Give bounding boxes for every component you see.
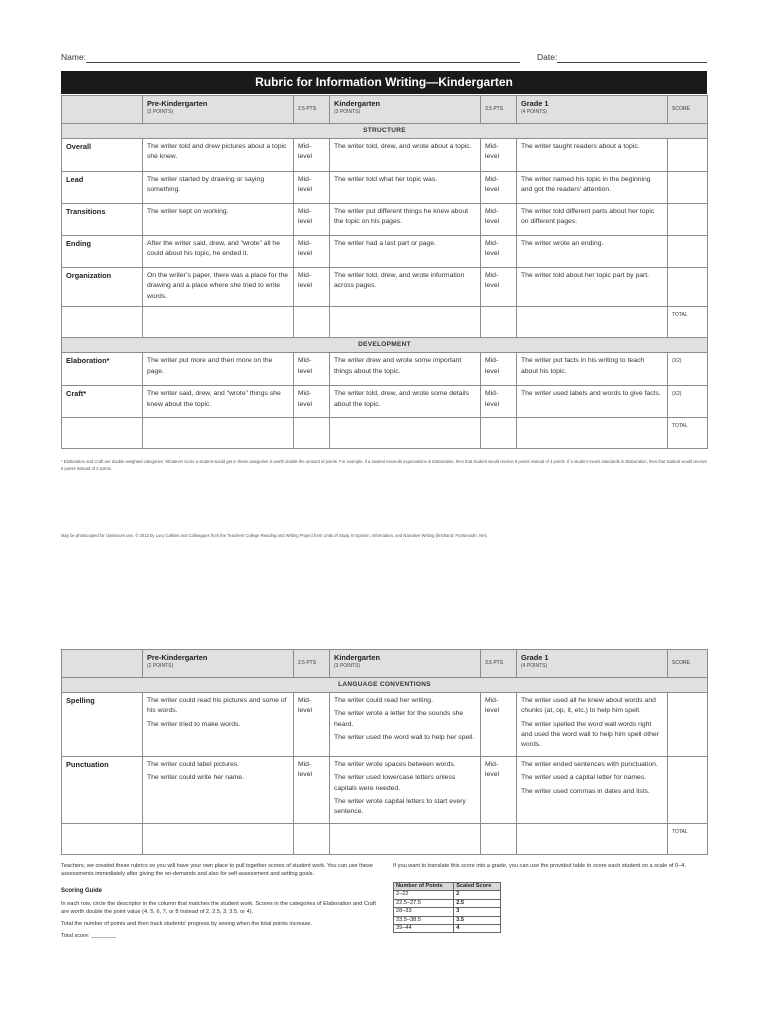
rubric-table <box>61 95 708 449</box>
table-row <box>62 204 708 236</box>
total-cell[interactable]: TOTAL <box>668 824 708 855</box>
empty-cell <box>62 824 143 855</box>
mid-level-cell[interactable]: Mid-level <box>481 757 517 824</box>
table-row <box>62 139 708 172</box>
empty-cell <box>517 824 668 855</box>
section-development: DEVELOPMENT <box>62 338 708 353</box>
teacher-note: Teachers, we created these rubrics so you will have your own place to pull together scores of student work. You can use these assessments immediately after giving the on-demands and also for self-assessment and setting goals. <box>61 863 373 878</box>
empty-cell <box>517 307 668 338</box>
empty-cell <box>330 418 481 449</box>
mid-level-cell[interactable]: Mid-level <box>481 204 517 236</box>
grade-1-cell[interactable]: The writer used all he knew about words and chunks (at, op, it, etc.) to help him spell. The writer spelled the word wall words right and used the word wall to help him spell other words. <box>517 693 668 757</box>
mid-level-cell[interactable]: Mid-level <box>481 236 517 268</box>
pre-k-cell[interactable]: On the writer’s paper, there was a place for the drawing and a place where she tried to write words. <box>143 268 294 307</box>
date-label: Date: <box>537 52 558 62</box>
pre-k-cell[interactable]: The writer could label pictures. The writer could write her name. <box>143 757 294 824</box>
score-cell[interactable]: (X2) <box>668 386 708 418</box>
mid-level-cell[interactable]: Mid-level <box>294 353 330 386</box>
mid-level-cell[interactable]: Mid-level <box>294 236 330 268</box>
grade-1-cell[interactable]: The writer named his topic in the beginning and got the readers’ attention. <box>517 172 668 204</box>
mid-level-cell[interactable]: Mid-level <box>481 353 517 386</box>
table-row <box>62 172 708 204</box>
empty-cell <box>481 307 517 338</box>
table-row <box>62 236 708 268</box>
row-label: Punctuation <box>62 757 143 824</box>
kindergarten-cell[interactable]: The writer put different things he knew about the topic on his pages. <box>330 204 481 236</box>
table-row <box>394 916 501 924</box>
pre-k-header: Pre-Kindergarten (2 POINTS) <box>143 650 294 678</box>
column-header-row <box>62 650 708 678</box>
grade-1-cell[interactable]: The writer wrote an ending. <box>517 236 668 268</box>
kindergarten-cell[interactable]: The writer could read her writing. The writer wrote a letter for the sounds she heard. The writer used the word wall to help her spell. <box>330 693 481 757</box>
total-row <box>62 418 708 449</box>
mid-pts-header: 2.5 PTS <box>294 650 330 678</box>
points-cell: 2–22 <box>394 891 454 899</box>
empty-cell <box>62 418 143 449</box>
table-row <box>62 693 708 757</box>
kindergarten-cell[interactable]: The writer told, drew, and wrote information across pages. <box>330 268 481 307</box>
mid-pts-header: 3.5 PTS <box>481 650 517 678</box>
row-label: Lead <box>62 172 143 204</box>
row-label: Overall <box>62 139 143 172</box>
empty-cell <box>143 418 294 449</box>
total-cell[interactable]: TOTAL <box>668 307 708 338</box>
pre-k-cell[interactable]: The writer started by drawing or saying something. <box>143 172 294 204</box>
score-cell[interactable] <box>668 172 708 204</box>
row-label: Ending <box>62 236 143 268</box>
kindergarten-cell[interactable]: The writer told, drew, and wrote about a topic. <box>330 139 481 172</box>
footnote: * Elaboration and Craft are double-weighted categories: Whatever score a student would get in these categories is worth double the amount of points. For example, if a student exceeds expectations in Elaboration, then that student would receive 8 points instead of 4 points. If a student meets standards in Elaboration, then that student would receive 6 points instead of 3 points. <box>61 459 707 471</box>
empty-cell <box>481 418 517 449</box>
empty-cell <box>330 307 481 338</box>
empty-cell <box>517 418 668 449</box>
pre-k-cell[interactable]: The writer told and drew pictures about a topic she knew. <box>143 139 294 172</box>
pre-k-cell[interactable]: The writer said, drew, and “wrote” things she knew about the topic. <box>143 386 294 418</box>
blank-header-cell <box>62 650 143 678</box>
empty-cell <box>481 824 517 855</box>
section-structure: STRUCTURE <box>62 124 708 139</box>
scaled-cell: 2 <box>454 891 501 899</box>
scaled-cell: 2.5 <box>454 899 501 907</box>
score-cell[interactable] <box>668 757 708 824</box>
row-label: Elaboration* <box>62 353 143 386</box>
table-row <box>62 268 708 307</box>
kindergarten-header: Kindergarten (3 POINTS) <box>330 650 481 678</box>
empty-cell <box>62 307 143 338</box>
grade-1-cell[interactable]: The writer ended sentences with punctuation. The writer used a capital letter for names. The writer used commas in dates and lists. <box>517 757 668 824</box>
date-field[interactable] <box>557 62 707 63</box>
score-cell[interactable] <box>668 236 708 268</box>
table-row <box>62 353 708 386</box>
score-cell[interactable] <box>668 139 708 172</box>
kindergarten-cell[interactable]: The writer told, drew, and wrote some details about the topic. <box>330 386 481 418</box>
grade-1-cell[interactable]: The writer told about her topic part by part. <box>517 268 668 307</box>
points-cell: 22.5–27.5 <box>394 899 454 907</box>
column-header-row <box>62 96 708 124</box>
mid-pts-header: 2.5 PTS <box>294 96 330 124</box>
table-row <box>394 891 501 899</box>
scoring-guide-title: Scoring Guide <box>61 888 103 894</box>
score-header: SCORE <box>668 96 708 124</box>
mid-level-cell[interactable]: Mid-level <box>294 204 330 236</box>
pre-k-cell[interactable]: The writer put more and then more on the page. <box>143 353 294 386</box>
kindergarten-header: Kindergarten (3 POINTS) <box>330 96 481 124</box>
name-field[interactable] <box>86 62 520 63</box>
score-cell[interactable] <box>668 268 708 307</box>
table-row <box>62 757 708 824</box>
score-cell[interactable]: (X2) <box>668 353 708 386</box>
empty-cell <box>294 418 330 449</box>
grade-1-header: Grade 1 (4 POINTS) <box>517 96 668 124</box>
kindergarten-cell[interactable]: The writer had a last part or page. <box>330 236 481 268</box>
kindergarten-cell[interactable]: The writer wrote spaces between words. The writer used lowercase letters unless capitals were needed. The writer wrote capital letters to start every sentence. <box>330 757 481 824</box>
score-header: SCORE <box>668 650 708 678</box>
points-cell: 39–44 <box>394 925 454 933</box>
empty-cell <box>143 307 294 338</box>
table-row <box>394 908 501 916</box>
mid-level-cell[interactable]: Mid-level <box>481 172 517 204</box>
name-label: Name: <box>61 52 87 62</box>
table-row <box>62 386 708 418</box>
scaled-cell: 4 <box>454 925 501 933</box>
section-language-conventions: LANGUAGE CONVENTIONS <box>62 678 708 693</box>
scoring-guide-text-2: Total the number of points and then track students’ progress by seeing when the total points increase. <box>61 921 313 927</box>
empty-cell <box>294 307 330 338</box>
pre-k-header: Pre-Kindergarten (2 POINTS) <box>143 96 294 124</box>
points-header: Number of Points <box>394 883 454 891</box>
total-cell[interactable]: TOTAL <box>668 418 708 449</box>
total-row <box>62 307 708 338</box>
empty-cell <box>143 824 294 855</box>
score-cell[interactable] <box>668 204 708 236</box>
points-cell: 33.5–38.5 <box>394 916 454 924</box>
mid-level-cell[interactable]: Mid-level <box>294 693 330 757</box>
mid-level-cell[interactable]: Mid-level <box>294 139 330 172</box>
mid-level-cell[interactable]: Mid-level <box>294 172 330 204</box>
mid-level-cell[interactable]: Mid-level <box>481 693 517 757</box>
total-row <box>62 824 708 855</box>
table-row <box>394 899 501 907</box>
language-conventions-table <box>61 649 708 855</box>
translate-note: If you want to translate this score into a grade, you can use the provided table to score each student on a scale of 0–4. <box>393 863 686 869</box>
mid-level-cell[interactable]: Mid-level <box>481 139 517 172</box>
pre-k-cell[interactable]: The writer kept on working. <box>143 204 294 236</box>
kindergarten-cell[interactable]: The writer drew and wrote some important things about the topic. <box>330 353 481 386</box>
row-label: Transitions <box>62 204 143 236</box>
row-label: Spelling <box>62 693 143 757</box>
blank-header-cell <box>62 96 143 124</box>
empty-cell <box>330 824 481 855</box>
scaled-cell: 3.5 <box>454 916 501 924</box>
mid-level-cell[interactable]: Mid-level <box>481 386 517 418</box>
points-cell: 28–33 <box>394 908 454 916</box>
grade-1-cell[interactable]: The writer taught readers about a topic. <box>517 139 668 172</box>
pre-k-cell[interactable]: After the writer said, drew, and “wrote” all he could about his topic, he ended it. <box>143 236 294 268</box>
copyright-note: May be photocopied for classroom use. © 2013 by Lucy Calkins and Colleagues from the Teachers College Reading and Writing Project from Units of Study in Opinion, Information, and Narrative Writing (firsthand: Portsmouth, NH). <box>61 533 488 538</box>
grade-1-header: Grade 1 (4 POINTS) <box>517 650 668 678</box>
mid-level-cell[interactable]: Mid-level <box>294 268 330 307</box>
total-score-line[interactable]: Total score: ________ <box>61 933 117 939</box>
row-label: Craft* <box>62 386 143 418</box>
mid-level-cell[interactable]: Mid-level <box>294 757 330 824</box>
scaled-score-table <box>393 882 501 933</box>
table-header-row <box>394 883 501 891</box>
mid-level-cell[interactable]: Mid-level <box>294 386 330 418</box>
kindergarten-cell[interactable]: The writer told what her topic was. <box>330 172 481 204</box>
grade-1-cell[interactable]: The writer put facts in his writing to teach about his topic. <box>517 353 668 386</box>
mid-level-cell[interactable]: Mid-level <box>481 268 517 307</box>
scaled-header: Scaled Score <box>454 883 501 891</box>
scoring-guide-text: In each row, circle the descriptor in the column that matches the student work. Scores in the categories of Elaboration and Craft are worth double the point value (4, 5, 6, 7, or 8 instead of 2, 2.5, 3, 3.5, or 4). <box>61 901 376 916</box>
grade-1-cell[interactable]: The writer used labels and words to give facts. <box>517 386 668 418</box>
table-row <box>394 925 501 933</box>
mid-pts-header: 3.5 PTS <box>481 96 517 124</box>
row-label: Organization <box>62 268 143 307</box>
score-cell[interactable] <box>668 693 708 757</box>
pre-k-cell[interactable]: The writer could read his pictures and some of his words. The writer tried to make words. <box>143 693 294 757</box>
rubric-title: Rubric for Information Writing—Kindergarten <box>61 71 707 94</box>
empty-cell <box>294 824 330 855</box>
grade-1-cell[interactable]: The writer told different parts about her topic on different pages. <box>517 204 668 236</box>
scaled-cell: 3 <box>454 908 501 916</box>
